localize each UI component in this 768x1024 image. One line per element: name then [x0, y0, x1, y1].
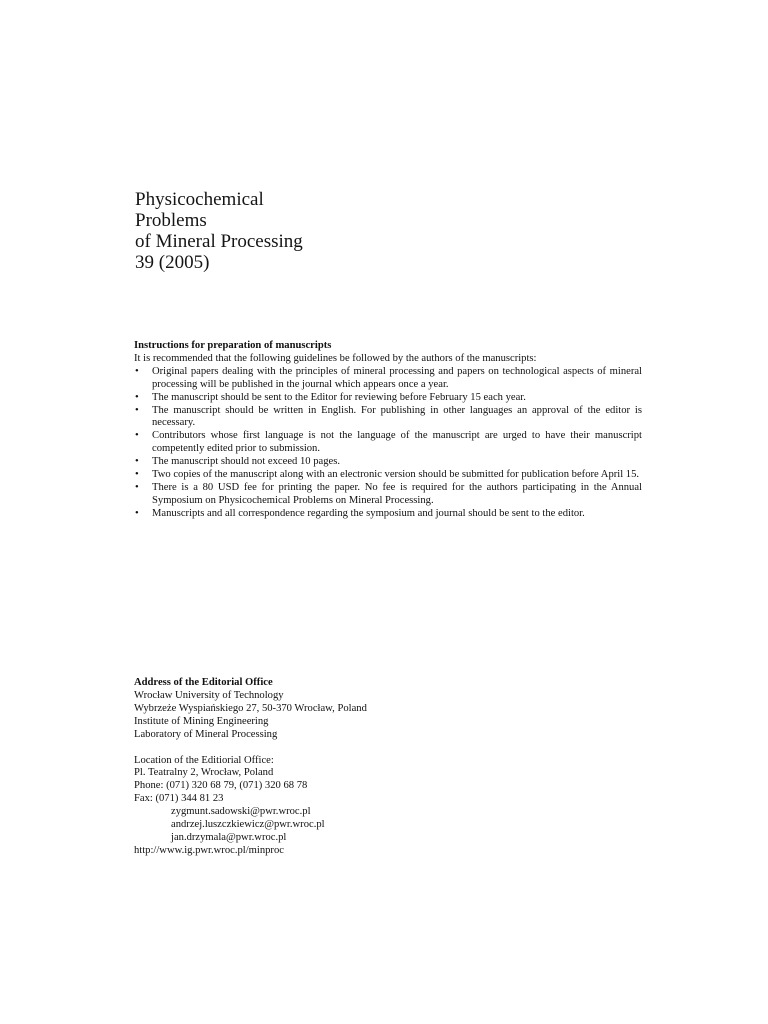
instruction-item: • The manuscript should not exceed 10 pages. [134, 456, 642, 469]
spacer [134, 742, 367, 755]
journal-title-line-1: Physicochemical [135, 189, 264, 210]
instructions-list [134, 366, 642, 521]
phone-numbers: Phone: (071) 320 68 79, (071) 320 68 78 [134, 780, 308, 792]
location-street: Pl. Teatralny 2, Wrocław, Poland [134, 767, 274, 779]
address-heading: Address of the Editorial Office [134, 677, 273, 688]
journal-title-block [135, 189, 303, 273]
instructions-section [134, 340, 642, 521]
editorial-office-address [134, 677, 367, 858]
instruction-item: • The manuscript should be sent to the Editor for reviewing before February 15 each year. [134, 392, 642, 405]
location-label: Location of the Editiorial Office: [134, 754, 274, 766]
instruction-item: • Manuscripts and all correspondence regarding the symposium and journal should be sent to the editor. [134, 508, 642, 521]
email-link[interactable]: andrzej.luszczkiewicz@pwr.wroc.pl [171, 819, 325, 831]
email-link[interactable]: zygmunt.sadowski@pwr.wroc.pl [171, 806, 311, 818]
address-line: Laboratory of Mineral Processing [134, 728, 278, 740]
address-line: Wrocław University of Technology [134, 689, 284, 701]
email-link[interactable]: jan.drzymala@pwr.wroc.pl [171, 831, 287, 843]
journal-title-line-2: Problems [135, 210, 207, 231]
instruction-item: • Two copies of the manuscript along with an electronic version should be submitted for publication before April 15. [134, 469, 642, 482]
instruction-item: • Contributors whose first language is not the language of the manuscript are urged to have their manuscript competently edited prior to submission. [134, 430, 642, 456]
instructions-intro: It is recommended that the following guidelines be followed by the authors of the manuscripts: [134, 352, 537, 364]
instruction-item: • Original papers dealing with the principles of mineral processing and papers on technological aspects of mineral processing will be published in the journal which appears once a year. [134, 366, 642, 392]
instructions-heading: Instructions for preparation of manuscripts [134, 340, 332, 351]
journal-volume: 39 (2005) [135, 252, 210, 273]
address-line: Institute of Mining Engineering [134, 715, 269, 727]
website-link[interactable]: http://www.ig.pwr.wroc.pl/minproc [134, 844, 284, 856]
fax-number: Fax: (071) 344 81 23 [134, 793, 224, 805]
instruction-item: • The manuscript should be written in English. For publishing in other languages an approval of the editor is necessary. [134, 405, 642, 431]
instruction-item: • There is a 80 USD fee for printing the paper. No fee is required for the authors participating in the Annual Symposium on Physicochemical Problems on Mineral Processing. [134, 482, 642, 508]
journal-title-line-3: of Mineral Processing [135, 231, 303, 252]
address-line: Wybrzeże Wyspiańskiego 27, 50-370 Wrocław, Poland [134, 702, 367, 714]
